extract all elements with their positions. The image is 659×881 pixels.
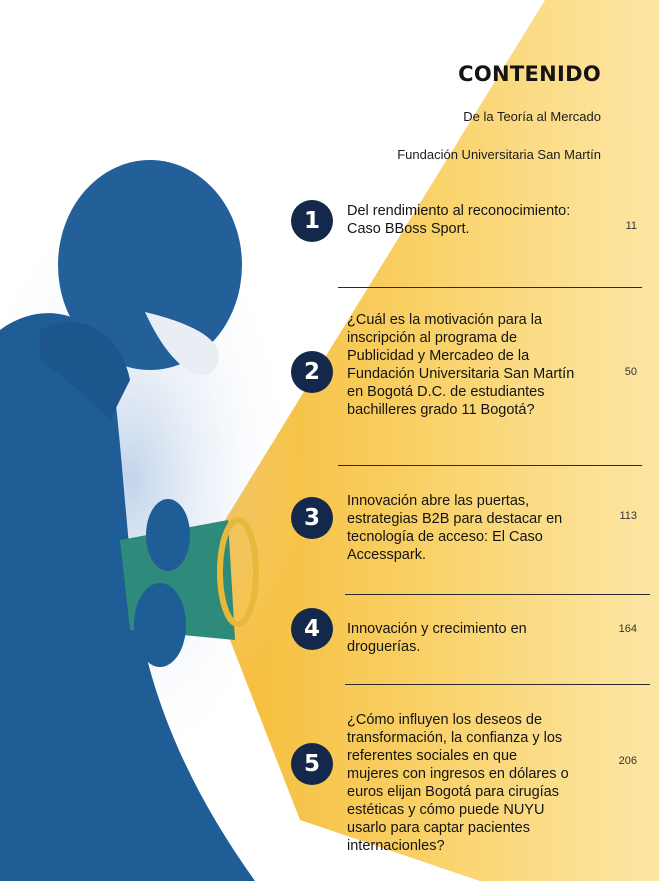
hand-lower [134, 583, 186, 667]
institution-name: Fundación Universitaria San Martín [397, 147, 601, 162]
entry-page-number: 206 [618, 755, 637, 767]
entry-number-badge: 4 [291, 608, 333, 650]
entry-page-number: 113 [619, 510, 637, 522]
entry-number-badge: 3 [291, 497, 333, 539]
divider [345, 684, 650, 685]
entry-page-number: 11 [625, 220, 637, 232]
entry-page-number: 164 [618, 623, 637, 635]
page-title: CONTENIDO [458, 62, 601, 86]
entry-title: ¿Cuál es la motivación para la inscripción al programa de Publicidad y Mercadeo de la Fundación Universitaria San Martín en Bogotá D.C. de estudiantes bachilleres grado 11 Bogotá? [347, 312, 575, 418]
entry-page-number: 50 [624, 366, 637, 378]
divider [338, 465, 642, 466]
entry-number-badge: 2 [291, 351, 333, 393]
divider [338, 287, 642, 288]
entry-title: Innovación abre las puertas, estrategias B2B para destacar en tecnología de acceso: El Caso Accesspark. [347, 493, 563, 563]
entry-title: Del rendimiento al reconocimiento: Caso BBoss Sport. [347, 203, 571, 237]
entry-title: Innovación y crecimiento en droguerías. [347, 621, 527, 655]
entry-title: ¿Cómo influyen los deseos de transformación, la confianza y los referentes sociales en que mujeres con ingresos en dólares o euros elijan Bogotá para cirugías estéticas y cómo puede NUYU usarlo para captar pacientes internacionles? [347, 712, 569, 854]
hand-upper [146, 499, 190, 571]
book-subtitle: De la Teoría al Mercado [463, 109, 601, 124]
divider [345, 594, 650, 595]
entry-number-badge: 1 [291, 200, 333, 242]
entry-number-badge: 5 [291, 743, 333, 785]
